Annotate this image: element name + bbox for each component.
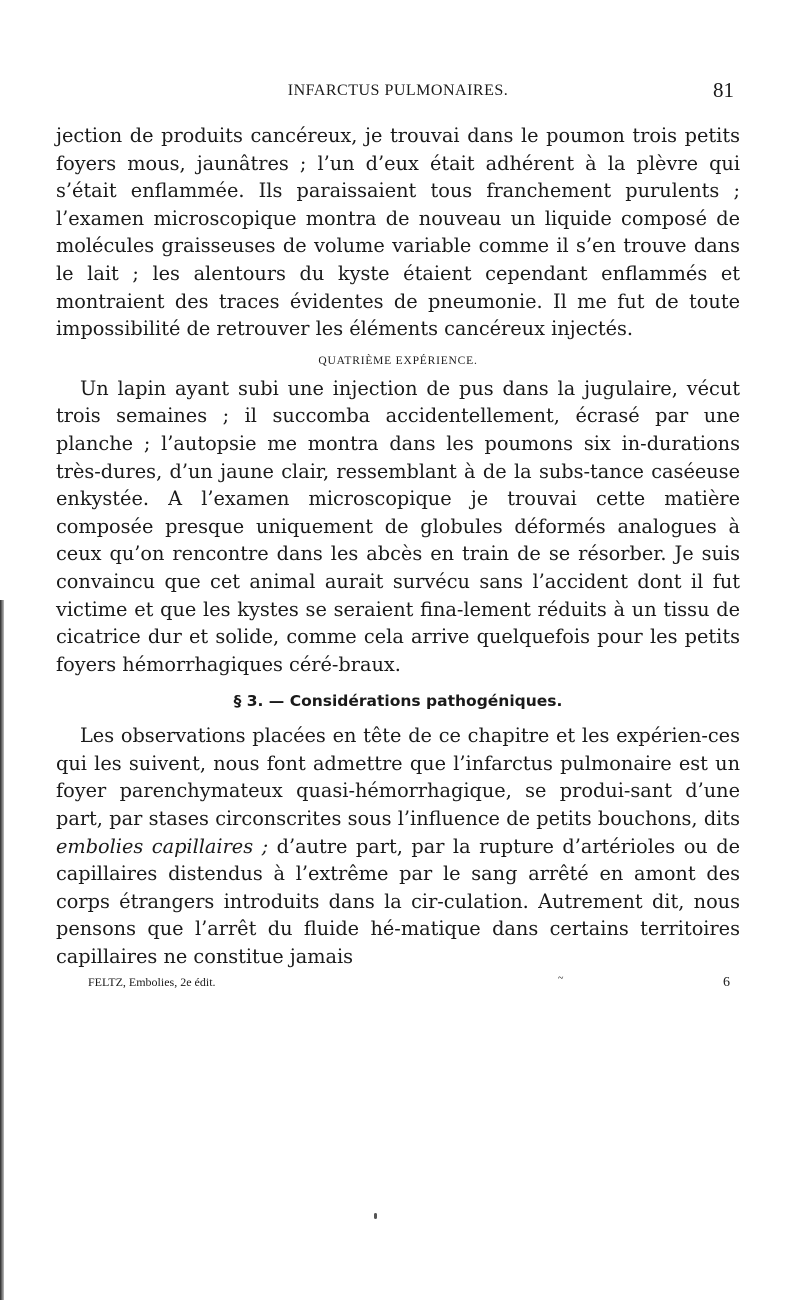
- paragraph-experiment: Un lapin ayant subi une injection de pus dans la jugulaire, vécut trois semaines ; il succomba accidentellement, écrasé par une planche ; l’autopsie me montra dans les poumons six in-durations très-dures, d’un jaune clair, ressemblant à de la subs-tance caséeuse enkystée. A l’examen microscopique je trouvai cette matière composée presque uniquement de globules déformés analogues à ceux qu’on rencontre dans les abcès en train de se résorber. Je suis convaincu que cet animal aurait survécu sans l’accident dont il fut victime et que les kystes se seraient fina-lement réduits à un tissu de cicatrice dur et solide, comme cela arrive quelquefois pour les petits foyers hémorrhagiques céré-braux.: [56, 376, 740, 676]
- running-header: [56, 78, 740, 112]
- page-number: 81: [713, 78, 734, 102]
- section-heading: § 3. — Considérations pathogéniques.: [233, 692, 563, 711]
- paragraph-text-start: Les observations placées en tête de ce chapitre et les expérien-ces qui les suivent, nous font admettre que l’infarctus pulmonaire est un foyer parenchymateux quasi-hémorrhagique, se produi-sant d’une part, par stases circonscrites sous l’influence de petits bouchons, dits: [56, 724, 740, 831]
- page-footer: [56, 972, 740, 999]
- running-title: INFARCTUS PULMONAIRES.: [287, 82, 509, 99]
- ink-speck: [374, 1213, 377, 1219]
- paragraph-considerations: [56, 722, 740, 970]
- page-edge-shadow: [0, 600, 4, 1300]
- experiment-subheading: QUATRIÈME EXPÉRIENCE.: [318, 354, 478, 367]
- paragraph-continuation: jection de produits cancéreux, je trouvai dans le poumon trois petits foyers mous, jaunâtres ; l’un d’eux était adhérent à la plèvre qui s’était enflammée. Ils paraissaient tous franchement purulents ; l’examen microscopique montra de nouveau un liquide composé de molécules graisseuses de volume variable comme il s’en trouve dans le lait ; les alentours du kyste étaient cependant enflammés et montraient des traces évidentes de pneumonie. Il me fut de toute impossibilité de retrouver les éléments cancéreux injectés.: [56, 124, 740, 341]
- footer-mark: ~: [558, 972, 564, 984]
- footer-reference: FELTZ, Embolies, 2e édit.: [88, 974, 216, 989]
- paragraph-text-end: d’autre part, par la rupture d’artérioles ou de capillaires distendus à l’extrême par le sang arrêté en amont des corps étrangers introduits dans la cir-culation. Autrement dit, nous pensons que l’arrêt du fluide hé-matique dans certains territoires capillaires ne constitue jamais: [56, 834, 740, 969]
- signature-number: 6: [723, 974, 730, 990]
- book-page: [56, 78, 740, 999]
- emphasized-term: embolies capillaires ;: [56, 834, 269, 858]
